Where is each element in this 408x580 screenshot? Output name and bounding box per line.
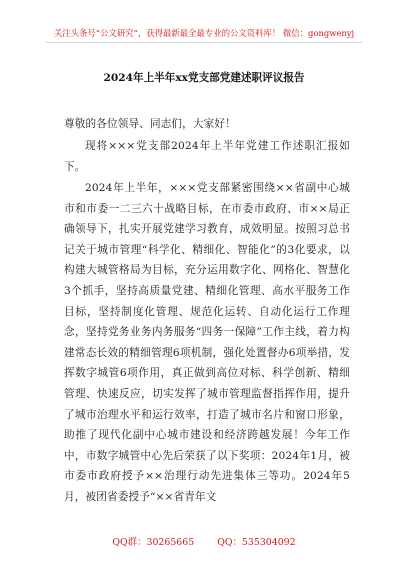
- greeting-line: 尊敬的各位领导、同志们，大家好！: [64, 118, 236, 130]
- header-promo-text: 关注头条号“公文研究”，获得最新最全最专业的公文资料库！ 微信：gongwenyj: [53, 28, 355, 38]
- footer-contact: [0, 534, 408, 548]
- footer-qq-number: QQ：535304092: [217, 537, 296, 548]
- header-divider: [46, 42, 362, 43]
- footer-qq-group: QQ群：30265665: [112, 537, 195, 548]
- body-paragraph: 2024年上半年，×××党支部紧密围绕××省副中心城市和市委一二三六十战略目标，在市委市政府、市××局正确领导下，扎实开展党建学习教育，成效明显。按照习总书记关于城市管理“科学化、精细化、智能化”的3化要求，以构建大城管格局为目标，充分运用数字化、网格化、智慧化3个抓手，坚持高质量党建、精细化管理、高水平服务工作目标，坚持制度化管理、规范化运转、自动化运行工作理念，坚持党务业务内务服务“四务一保障”工作主线，着力构建常态长效的精细管理6项机制，强化处置督办6项举措，发挥数字城管6项作用，真正做到高位对标、科学创新、精细管理、快速反应，切实发挥了城市管理监督指挥作用，提升了城市治理水平和运行效率，打造了城市名片和窗口形象，助推了现代化副中心城市建设和经济跨越发展！今年工作中，市数字城管中心先后荣获了以下奖项：2024年1月，被市委市政府授予××治理行动先进集体三等功。2024年5月，被团省委授予“××省青年文: [64, 182, 350, 503]
- document-title: 2024年上半年xx党支部党建述职评议报告: [103, 72, 305, 84]
- intro-paragraph: 现将×××党支部2024年上半年党建工作述职汇报如下。: [64, 140, 350, 173]
